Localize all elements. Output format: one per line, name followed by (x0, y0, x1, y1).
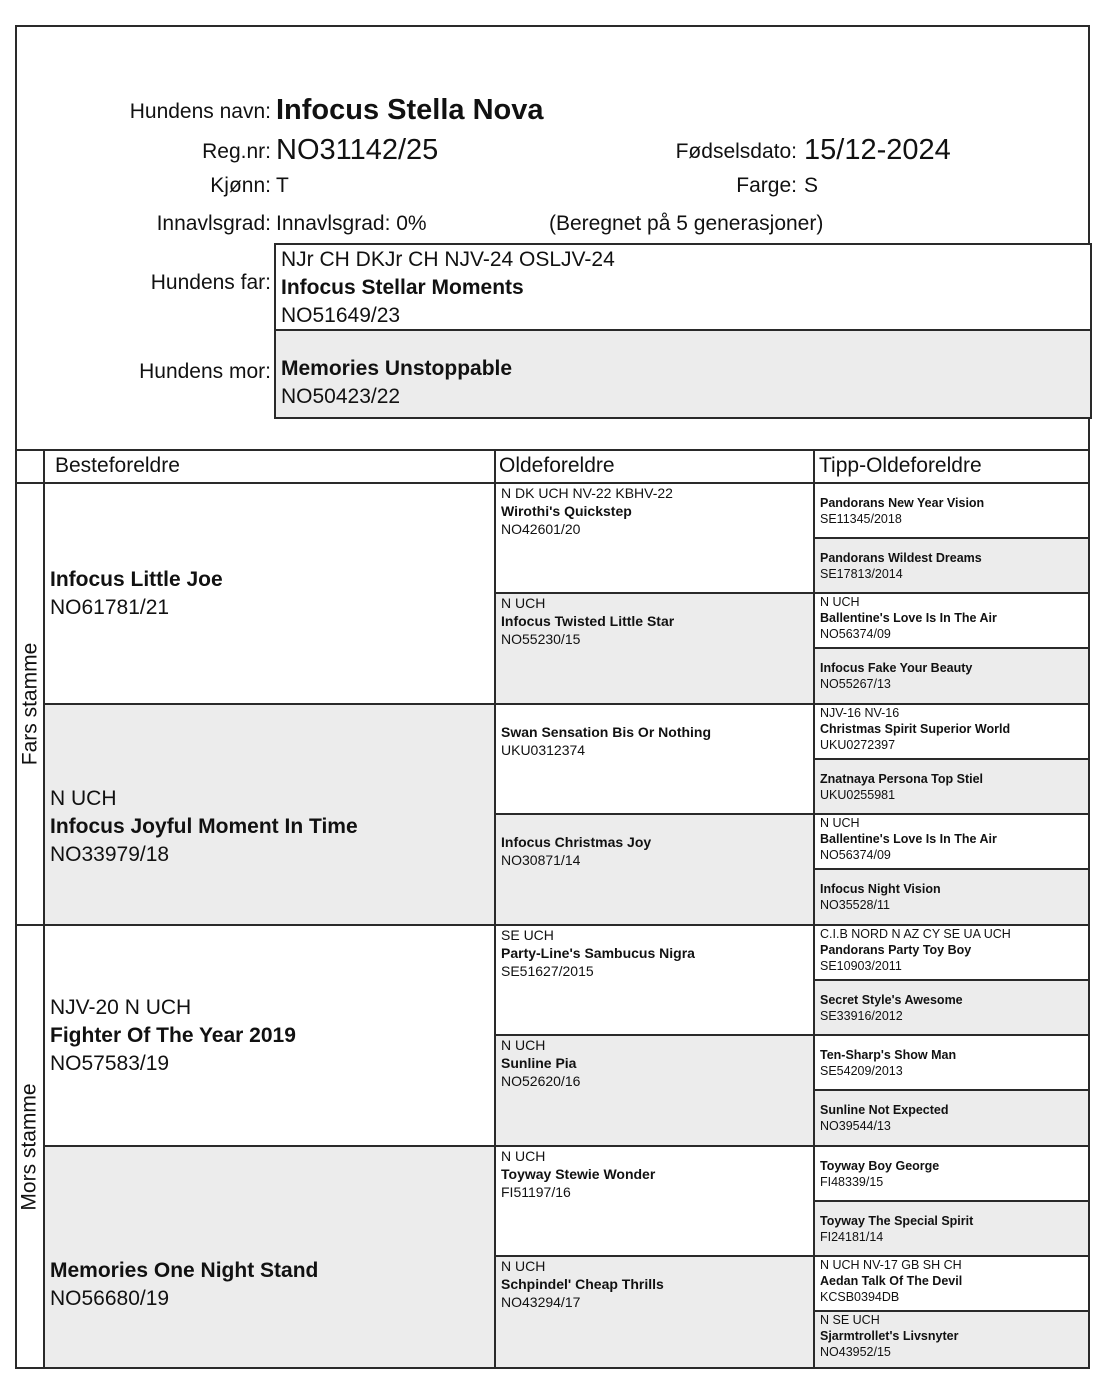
sire-line-label: Fars stamme (15, 482, 45, 926)
great-great-grandparent-cell: N UCH Ballentine's Love Is In The Air NO56374/09 (813, 813, 1090, 870)
inbreeding-note: (Beregnet på 5 generasjoner) (549, 212, 824, 235)
great-great-grandparent-cell: NJV-16 NV-16 Christmas Spirit Superior World UKU0272397 (813, 703, 1090, 760)
great-great-grandparent-cell: Infocus Fake Your Beauty NO55267/13 (813, 647, 1090, 705)
pedigree-table (15, 449, 1090, 1369)
great-great-grandparent-cell: Znatnaya Persona Top Stiel UKU0255981 (813, 758, 1090, 815)
grandparent-cell: Memories One Night Stand NO56680/19 (43, 1145, 496, 1369)
dob-value: 15/12-2024 (804, 134, 951, 166)
sire-reg: NO51649/23 (281, 304, 401, 327)
sire-label: Hundens far: (150, 271, 271, 294)
sire-titles: NJr CH DKJr CH NJV-24 OSLJV-24 (281, 248, 615, 271)
inbreeding-value: Innavlsgrad: 0% (276, 212, 427, 235)
great-grandparent-cell: Infocus Christmas Joy NO30871/14 (494, 813, 815, 926)
great-great-grandparent-cell: Toyway The Special Spirit FI24181/14 (813, 1200, 1090, 1257)
color-label: Farge: (736, 174, 797, 197)
reg-number: NO31142/25 (276, 134, 439, 166)
great-grandparent-cell: N UCH Toyway Stewie Wonder FI51197/16 (494, 1145, 815, 1257)
sire-box (274, 243, 1092, 333)
dob-label: Fødselsdato: (675, 140, 797, 163)
column-header-great-grandparents: Oldeforeldre (494, 449, 815, 484)
great-great-grandparent-cell: Toyway Boy George FI48339/15 (813, 1145, 1090, 1202)
dam-name: Memories Unstoppable (281, 357, 513, 380)
grandparent-cell: N UCH Infocus Joyful Moment In Time NO33979/18 (43, 703, 496, 926)
grandparent-cell: Infocus Little Joe NO61781/21 (43, 482, 496, 705)
dam-line-label: Mors stamme (15, 924, 45, 1369)
header-corner (15, 449, 45, 484)
inbreeding-label: Innavlsgrad: (156, 212, 271, 235)
column-header-grandparents: Besteforeldre (43, 449, 496, 484)
great-grandparent-cell: SE UCH Party-Line's Sambucus Nigra SE51627/2015 (494, 924, 815, 1036)
great-great-grandparent-cell: Ten-Sharp's Show Man SE54209/2013 (813, 1034, 1090, 1091)
sire-name: Infocus Stellar Moments (281, 276, 524, 299)
grandparent-cell: NJV-20 N UCH Fighter Of The Year 2019 NO57583/19 (43, 924, 496, 1147)
column-header-great-great-grandparents: Tipp-Oldeforeldre (813, 449, 1090, 484)
dam-label: Hundens mor: (139, 360, 271, 383)
great-great-grandparent-cell: N UCH NV-17 GB SH CH Aedan Talk Of The Devil KCSB0394DB (813, 1255, 1090, 1312)
dam-reg: NO50423/22 (281, 385, 401, 408)
great-grandparent-cell: Swan Sensation Bis Or Nothing UKU0312374 (494, 703, 815, 815)
great-great-grandparent-cell: Pandorans New Year Vision SE11345/2018 (813, 482, 1090, 539)
great-great-grandparent-cell: Secret Style's Awesome SE33916/2012 (813, 979, 1090, 1036)
great-great-grandparent-cell: Pandorans Wildest Dreams SE17813/2014 (813, 537, 1090, 594)
sex-value: T (276, 174, 289, 197)
great-grandparent-cell: N UCH Sunline Pia NO52620/16 (494, 1034, 815, 1147)
dog-name: Infocus Stella Nova (276, 94, 544, 126)
great-grandparent-cell: N UCH Infocus Twisted Little Star NO55230/15 (494, 592, 815, 705)
name-label: Hundens navn: (129, 100, 271, 123)
great-grandparent-cell: N UCH Schpindel' Cheap Thrills NO43294/17 (494, 1255, 815, 1369)
color-value: S (804, 174, 819, 197)
dam-box (274, 329, 1092, 419)
reg-label: Reg.nr: (202, 140, 271, 163)
great-great-grandparent-cell: N UCH Ballentine's Love Is In The Air NO56374/09 (813, 592, 1090, 649)
great-grandparent-cell: N DK UCH NV-22 KBHV-22 Wirothi's Quickstep NO42601/20 (494, 482, 815, 594)
great-great-grandparent-cell: C.I.B NORD N AZ CY SE UA UCH Pandorans Party Toy Boy SE10903/2011 (813, 924, 1090, 981)
great-great-grandparent-cell: N SE UCH Sjarmtrollet's Livsnyter NO43952/15 (813, 1310, 1090, 1369)
great-great-grandparent-cell: Sunline Not Expected NO39544/13 (813, 1089, 1090, 1147)
sex-label: Kjønn: (210, 174, 271, 197)
great-great-grandparent-cell: Infocus Night Vision NO35528/11 (813, 868, 1090, 926)
